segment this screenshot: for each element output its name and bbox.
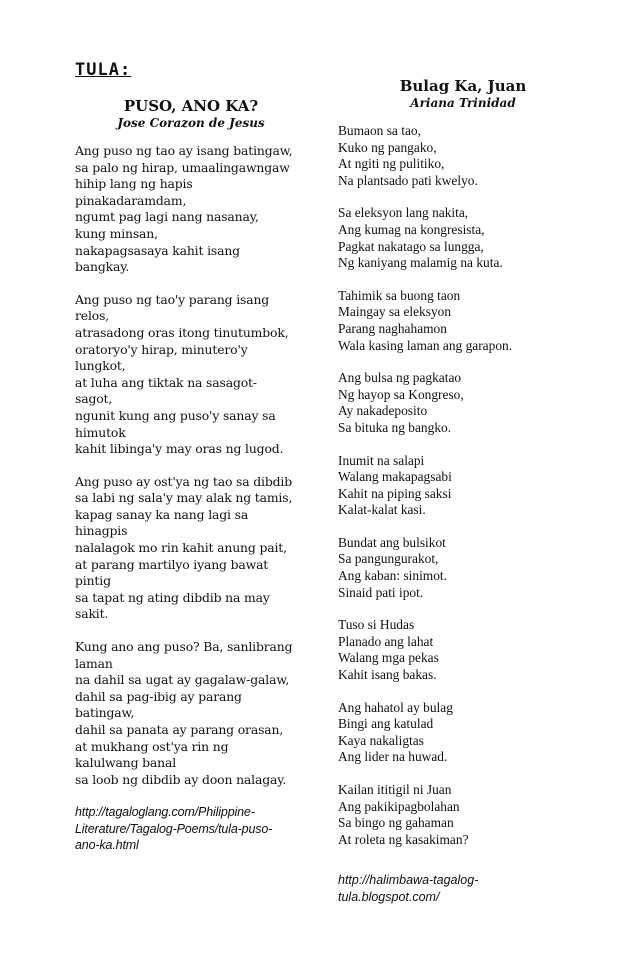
stanza [338, 205, 588, 271]
poem-line: sa loob ng dibdib ay doon nalagay. [75, 771, 287, 787]
poem-line: pinakadaramdam, [75, 192, 187, 208]
page-heading: TULA: [75, 60, 132, 80]
right-poem-author: Ariana Trinidad [410, 96, 516, 110]
right-poem [338, 76, 588, 905]
poem-line: Tahimik sa buong taon [338, 287, 461, 303]
poem-line: Kahit isang bakas. [338, 667, 437, 683]
poem-line: Ang hahatol ay bulag [338, 699, 453, 715]
poem-line: Bingi ang katulad [338, 716, 434, 732]
poem-line: Ay nakadeposito [338, 403, 428, 419]
poem-line: Ang puso ng tao ay isang batingaw, [75, 143, 293, 158]
poem-line: Ang bulsa ng pagkatao [338, 370, 462, 386]
poem-line: ngumt pag lagi nang nasanay, [75, 209, 259, 225]
poem-line: At roleta ng kasakiman? [338, 831, 469, 847]
stanza [75, 639, 307, 788]
stanza [338, 782, 588, 848]
poem-line: kung minsan, [75, 225, 158, 241]
poem-line: sakit. [75, 606, 109, 622]
poem-line: Ang lider na huwad. [338, 749, 448, 765]
poem-line: laman [75, 655, 113, 671]
poem-line: relos, [75, 308, 110, 324]
poem-line: Bundat ang bulsikot [338, 534, 446, 550]
source-line: ano-ka.html [75, 838, 139, 853]
poem-line: Ang kumag na kongresista, [338, 221, 485, 237]
poem-line: Kahit na piping saksi [338, 485, 452, 501]
poem-line: Kaya nakaligtas [338, 732, 424, 748]
stanza [75, 292, 307, 458]
poem-line: Tuso si Hudas [338, 617, 415, 633]
poem-line: Ang puso ng tao'y parang isang [75, 291, 270, 307]
poem-line: Inumit na salapi [338, 452, 425, 468]
poem-line: sagot, [75, 391, 113, 407]
poem-line: kahit libinga'y may oras ng lugod. [75, 441, 284, 457]
stanza [75, 143, 307, 276]
poem-line: dahil sa pag-ibig ay parang [75, 688, 242, 704]
right-poem-title: Bulag Ka, Juan [399, 77, 527, 95]
stanza [338, 617, 588, 683]
poem-line: na dahil sa ugat ay gagalaw-galaw, [75, 672, 290, 688]
left-poem-body [75, 143, 307, 788]
poem-line: Sa bingo ng gahaman [338, 815, 454, 831]
poem-line: Pagkat nakatago sa lungga, [338, 238, 484, 254]
right-poem-source-link[interactable] [338, 872, 588, 905]
poem-line: Ang puso ay ost'ya ng tao sa dibdib [75, 473, 293, 489]
stanza [338, 700, 588, 766]
poem-line: Kalat-kalat kasi. [338, 502, 426, 518]
poem-line: batingaw, [75, 705, 135, 721]
poem-line: Wala kasing laman ang garapon. [338, 337, 513, 353]
poem-line: atrasadong oras itong tinutumbok, [75, 324, 289, 340]
poem-line: himutok [75, 424, 126, 440]
stanza [338, 535, 588, 601]
poem-line: pintig [75, 573, 111, 589]
poem-line: Ang kaban: sinimot. [338, 568, 447, 584]
poem-line: Bumaon sa tao, [338, 123, 421, 138]
left-poem-author: Jose Corazon de Jesus [117, 116, 265, 130]
poem-line: at luha ang tiktak na sasagot- [75, 374, 257, 390]
poem-line: Walang makapagsabi [338, 469, 452, 485]
poem-line: nalalagok mo rin kahit anung pait, [75, 540, 287, 556]
stanza [338, 123, 588, 189]
source-line: Literature/Tagalog-Poems/tula-puso- [75, 821, 273, 836]
poem-line: Kung ano ang puso? Ba, sanlibrang [75, 639, 293, 655]
poem-line: Maingay sa eleksyon [338, 304, 452, 320]
poem-line: hihip lang ng hapis [75, 176, 193, 192]
right-poem-body [338, 123, 588, 848]
poem-line: sa tapat ng ating dibdib na may [75, 589, 270, 605]
poem-line: kapag sanay ka nang lagi sa [75, 506, 249, 522]
poem-line: hinagpis [75, 523, 128, 539]
poem-line: lungkot, [75, 358, 126, 374]
poem-line: Sa pangungurakot, [338, 551, 439, 567]
source-line: http://tagaloglang.com/Philippine- [75, 805, 255, 820]
left-poem [75, 96, 307, 854]
poem-line: Parang naghahamon [338, 320, 447, 336]
poem-line: Sa bituka ng bangko. [338, 419, 452, 435]
stanza [338, 370, 588, 436]
poem-line: Ang pakikipagbolahan [338, 798, 460, 814]
source-line: tula.blogspot.com/ [338, 889, 440, 904]
poem-line: Planado ang lahat [338, 633, 434, 649]
poem-line: Walang mga pekas [338, 650, 439, 666]
poem-line: At ngiti ng pulitiko, [338, 156, 445, 172]
poem-line: Sa eleksyon lang nakita, [338, 205, 469, 221]
poem-line: Ng kaniyang malamig na kuta. [338, 255, 503, 271]
poem-line: dahil sa panata ay parang orasan, [75, 722, 284, 737]
source-line: http://halimbawa-tagalog- [338, 873, 479, 888]
stanza [338, 288, 588, 354]
poem-line: at parang martilyo iyang bawat [75, 556, 269, 572]
poem-line: sa labi ng sala'y may alak ng tamis, [75, 490, 293, 506]
stanza [338, 453, 588, 519]
poem-line: kalulwang banal [75, 755, 177, 771]
left-poem-title: PUSO, ANO KA? [123, 97, 259, 115]
stanza [75, 474, 307, 623]
poem-line: at mukhang ost'ya rin ng [75, 738, 229, 754]
poem-line: Kuko ng pangako, [338, 139, 437, 155]
poem-line: nakapagsasaya kahit isang [75, 242, 240, 258]
poem-line: Sinaid pati ipot. [338, 584, 424, 600]
poem-line: Kailan ititigil ni Juan [338, 782, 452, 797]
poem-line: ngunit kung ang puso'y sanay sa [75, 407, 276, 423]
poem-line: Ng hayop sa Kongreso, [338, 386, 464, 402]
poem-line: Na plantsado pati kwelyo. [338, 172, 478, 188]
left-poem-source-link[interactable] [75, 804, 307, 854]
poem-line: bangkay. [75, 259, 130, 275]
poem-line: oratoryo'y hirap, minutero'y [75, 341, 248, 357]
poem-line: sa palo ng hirap, umaalingawngaw [75, 159, 290, 175]
